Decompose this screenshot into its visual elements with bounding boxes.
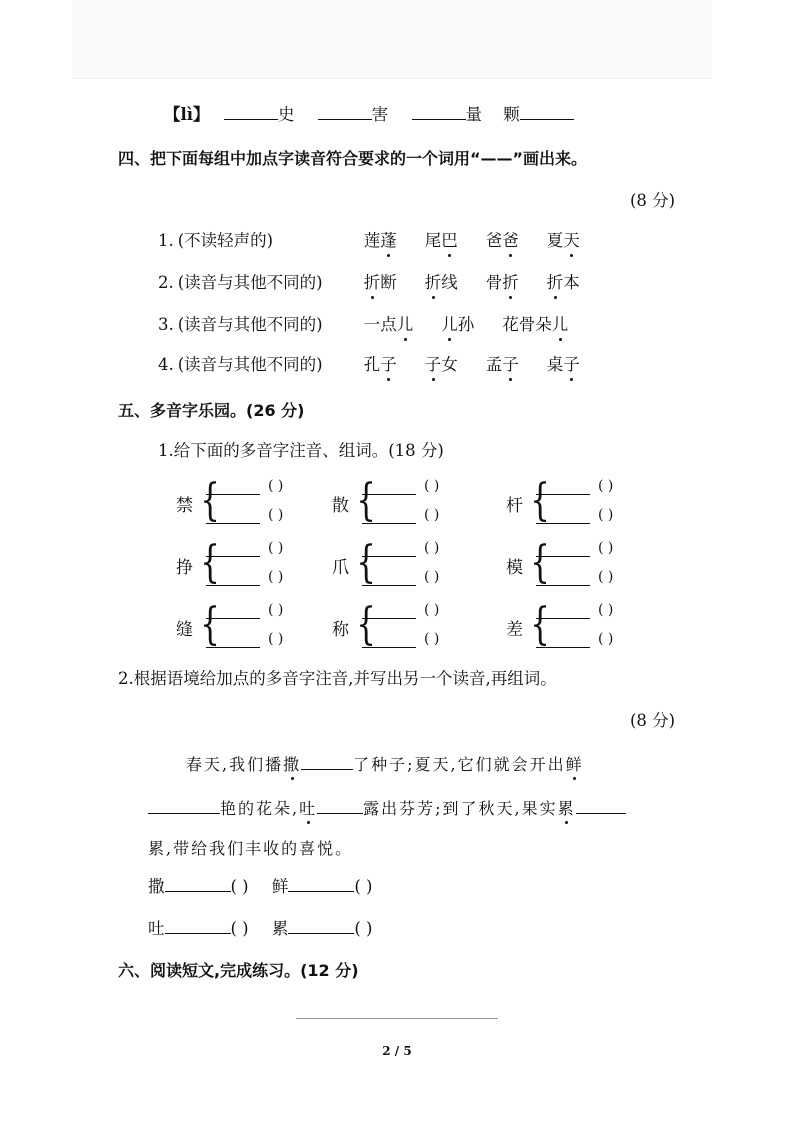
word-blank[interactable] [206,556,260,557]
word-blank[interactable] [536,556,590,557]
brace-icon: { [356,537,376,588]
q4-row-requirement: (读音与其他不同的) [177,315,323,334]
q4-word[interactable]: 孟子 [485,355,519,374]
q5-title: 五、多音字乐园。(26 分) [118,401,305,420]
word-blank[interactable] [362,585,416,586]
polyphonic-item [176,476,326,528]
polyphonic-item [176,538,326,590]
q4-word[interactable]: 儿孙 [441,315,475,334]
q6-title: 六、阅读短文,完成练习。(12 分) [118,961,359,980]
blank[interactable] [301,755,353,770]
blank[interactable] [317,799,363,814]
q4-word[interactable]: 折断 [363,273,397,292]
pinyin-paren[interactable]: ( ) [268,540,284,556]
q5-sub2: 2.根据语境给加点的多音字注音,并写出另一个读音,再组词。 [118,669,557,688]
pinyin-paren[interactable]: ( ) [424,569,440,585]
word-blank[interactable] [362,647,416,648]
q4-word[interactable]: 尾巴 [424,231,458,250]
polyphonic-char: 差 [506,620,523,640]
dotted-char: 鲜 [566,752,584,775]
polyphonic-item [506,600,656,652]
brace-icon: { [200,599,220,650]
q4-score: (8 分) [630,191,676,210]
dotted-char: 撒 [283,752,301,775]
brace-icon: { [530,599,550,650]
brace-icon: { [356,599,376,650]
dotted-char: 子 [563,355,580,374]
q4-word[interactable]: 夏天 [546,231,580,250]
q4-row [158,230,608,252]
q4-word[interactable]: 子女 [424,355,458,374]
word-blank[interactable] [206,523,260,524]
q5-sub1: 1.给下面的多音字注音、组词。(18 分) [158,441,444,460]
passage-line-1: 春天,我们播撒 了种子;夏天,它们就会开出鲜 [186,752,584,775]
q4-word[interactable]: 骨折 [485,273,519,292]
brace-icon: { [200,475,220,526]
pinyin-paren[interactable]: ( ) [598,569,614,585]
dotted-char: 儿 [551,315,569,334]
dotted-char: 巴 [441,231,458,250]
blank[interactable] [412,105,466,120]
dotted-char: 折 [424,273,442,292]
pinyin-paren[interactable]: ( ) [268,569,284,585]
blank[interactable] [318,105,372,120]
dotted-char: 儿 [396,315,414,334]
pinyin-paren[interactable]: ( ) [268,478,284,494]
blank-suffix: 量 [465,105,482,124]
passage-line-2: 艳的花朵,吐 露出芬芳;到了秋天,果实累 [148,796,626,819]
q4-row-number: 4. [158,355,174,374]
pinyin-paren[interactable]: ( ) [268,602,284,618]
q4-word[interactable]: 莲蓬 [363,231,397,250]
dotted-char: 儿 [441,315,458,334]
polyphonic-item [332,600,482,652]
blank-prefix: 颗 [503,105,520,124]
dotted-char: 子 [424,355,442,374]
pinyin-paren[interactable]: ( ) [598,540,614,556]
word-blank[interactable] [362,556,416,557]
word-blank[interactable] [206,618,260,619]
q4-row [158,314,596,336]
dotted-char: 天 [563,231,580,250]
pinyin-paren[interactable]: ( ) [268,631,284,647]
polyphonic-char: 缝 [176,620,193,640]
brace-icon: { [530,537,550,588]
q4-row-number: 1. [158,231,174,250]
polyphonic-char: 模 [506,558,523,578]
q4-word[interactable]: 爸爸 [485,231,519,250]
dotted-char: 蓬 [380,231,397,250]
pinyin-paren[interactable]: ( ) [424,507,440,523]
dotted-char: 折 [363,273,381,292]
q4-row [158,272,608,294]
blank[interactable] [520,105,574,120]
blank[interactable] [576,799,626,814]
word-blank[interactable] [536,618,590,619]
polyphonic-item [332,476,482,528]
word-blank[interactable] [536,494,590,495]
pinyin-paren[interactable]: ( ) [424,631,440,647]
pinyin-paren[interactable]: ( ) [598,602,614,618]
brace-icon: { [530,475,550,526]
answer-row-2: 吐 ( ) 累 ( ) [148,919,373,938]
q4-title: 四、把下面每组中加点字读音符合要求的一个词用“——”画出来。 [118,149,588,168]
answer-row-1: 撒 ( ) 鲜 ( ) [148,877,373,896]
q4-row [158,354,608,376]
polyphonic-item [176,600,326,652]
polyphonic-char: 禁 [176,496,193,516]
polyphonic-char: 称 [332,620,349,640]
blank-suffix: 害 [371,105,389,124]
dotted-char: 折 [502,273,519,292]
footer-divider [296,1018,498,1019]
polyphonic-char: 散 [332,496,349,516]
brace-icon: { [356,475,376,526]
pinyin-paren[interactable]: ( ) [424,602,440,618]
pinyin-paren[interactable]: ( ) [598,631,614,647]
q4-row-requirement: (读音与其他不同的) [177,355,323,374]
dotted-char: 累 [558,796,576,819]
q4-word[interactable]: 桌子 [546,355,580,374]
blank-suffix: 史 [278,105,295,124]
word-blank[interactable] [206,494,260,495]
word-blank[interactable] [536,647,590,648]
polyphonic-char: 杆 [506,496,523,516]
word-blank[interactable] [362,618,416,619]
dotted-char: 折 [546,273,564,292]
word-blank[interactable] [206,647,260,648]
blank[interactable] [288,919,354,934]
blank[interactable] [148,799,220,814]
pinyin-paren[interactable]: ( ) [424,540,440,556]
blank[interactable] [288,877,354,892]
q4-word[interactable]: 折线 [424,273,458,292]
blank[interactable] [224,105,278,120]
blank[interactable] [165,919,231,934]
polyphonic-item [332,538,482,590]
pinyin-paren[interactable]: ( ) [268,507,284,523]
polyphonic-item [506,476,656,528]
q4-word[interactable]: 折本 [546,273,580,292]
polyphonic-item [506,538,656,590]
q5-sub2-score: (8 分) [630,711,676,730]
lì-blanks-row [224,104,574,126]
dotted-char: 子 [502,355,519,374]
pinyin-paren[interactable]: ( ) [598,478,614,494]
q4-row-number: 2. [158,273,174,292]
dotted-char: 爸 [502,231,519,250]
word-blank[interactable] [362,494,416,495]
q4-word[interactable]: 一点儿 [363,315,414,334]
brace-icon: { [200,537,220,588]
dotted-char: 吐 [299,796,317,819]
q4-row-requirement: (读音与其他不同的) [177,273,323,292]
q4-row-number: 3. [158,315,174,334]
word-blank[interactable] [536,523,590,524]
q4-row-requirement: (不读轻声的) [177,231,274,250]
word-blank[interactable] [206,585,260,586]
dotted-char: 子 [380,355,397,374]
page-number: 2 / 5 [382,1044,412,1058]
lì-label: 【lì】 [164,105,210,124]
passage-line-3: 累,带给我们丰收的喜悦。 [148,839,354,858]
q4-word[interactable]: 孔子 [363,355,397,374]
page-header-band [72,0,712,79]
blank[interactable] [165,877,231,892]
q4-word[interactable]: 花骨朵儿 [502,315,569,334]
pinyin-paren[interactable]: ( ) [424,478,440,494]
polyphonic-char: 爪 [332,558,349,578]
word-blank[interactable] [362,523,416,524]
pinyin-paren[interactable]: ( ) [598,507,614,523]
polyphonic-char: 挣 [176,558,193,578]
word-blank[interactable] [536,585,590,586]
